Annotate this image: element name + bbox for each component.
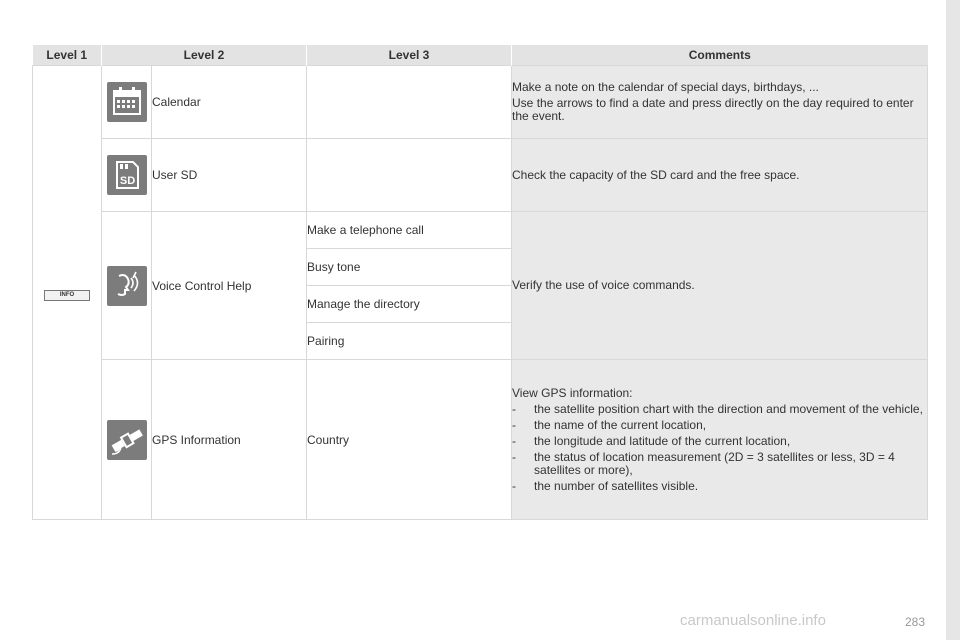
header-comments: Comments: [512, 45, 928, 66]
sd-icon-text: SD: [119, 175, 135, 187]
level3-voice-item: Pairing: [307, 323, 512, 360]
level3-voice-item: Busy tone: [307, 249, 512, 286]
table-row-voice-1: [33, 212, 928, 249]
gps-bullet-text: the satellite position chart with the direction and movement of the vehicle,: [534, 401, 923, 416]
calendar-icon: [107, 82, 147, 122]
gps-intro: View GPS information:: [512, 385, 633, 400]
level3-voice-item: Make a telephone call: [307, 212, 512, 249]
comments-voice: Verify the use of voice commands.: [512, 212, 928, 360]
level2-user-sd: User SD: [152, 139, 307, 212]
gps-bullet-text: the name of the current location,: [534, 417, 707, 432]
level3-calendar-empty: [307, 66, 512, 139]
level3-voice-item: Manage the directory: [307, 286, 512, 323]
bullet-dash: -: [512, 449, 517, 464]
comments-gps: [512, 360, 928, 520]
list-item: [512, 435, 927, 448]
bullet-dash: -: [512, 478, 517, 493]
table-row-user-sd: [33, 139, 928, 212]
info-badge: [44, 290, 90, 301]
watermark: carmanualsonline.info: [680, 612, 826, 629]
level2-calendar: Calendar: [152, 66, 307, 139]
level2-voice-control-help: Voice Control Help: [152, 212, 307, 360]
header-level2: Level 2: [102, 45, 307, 66]
voice-control-icon: [107, 266, 147, 306]
list-item: [512, 451, 927, 477]
table-row-gps: [33, 360, 928, 520]
comments-calendar: [512, 66, 928, 139]
page-number: 283: [905, 615, 926, 629]
list-item: [512, 480, 927, 493]
table-header-row: [33, 45, 928, 66]
voice-icon-cell: [102, 212, 152, 360]
table-row-calendar: [33, 66, 928, 139]
sd-card-icon: [107, 155, 147, 195]
bullet-dash: -: [512, 401, 517, 416]
header-level1: Level 1: [33, 45, 102, 66]
gps-satellite-icon: [107, 420, 147, 460]
comment-calendar-line2: Use the arrows to find a date and press directly on the day required to enter the event.: [512, 96, 914, 123]
gps-bullet-text: the number of satellites visible.: [534, 478, 699, 493]
level2-gps-information: GPS Information: [152, 360, 307, 520]
header-level3: Level 3: [307, 45, 512, 66]
list-item: [512, 419, 927, 432]
level3-gps-country: Country: [307, 360, 512, 520]
gps-bullet-text: the longitude and latitude of the current location,: [534, 433, 791, 448]
comment-calendar-line1: Make a note on the calendar of special days, birthdays, ...: [512, 80, 819, 94]
gps-bullet-text: the status of location measurement (2D = 3 satellites or less, 3D = 4 satellites or more),: [534, 449, 895, 477]
bullet-dash: -: [512, 417, 517, 432]
bullet-dash: -: [512, 433, 517, 448]
comments-user-sd: Check the capacity of the SD card and the free space.: [512, 139, 928, 212]
gps-icon-cell: [102, 360, 152, 520]
page-edge-strip: [946, 0, 960, 640]
list-item: [512, 403, 927, 416]
info-menu-table: [32, 45, 928, 520]
sd-icon-cell: [102, 139, 152, 212]
calendar-icon-cell: [102, 66, 152, 139]
info-badge-label: INFO: [59, 291, 75, 298]
level1-cell: [33, 66, 102, 520]
level3-user-sd-empty: [307, 139, 512, 212]
